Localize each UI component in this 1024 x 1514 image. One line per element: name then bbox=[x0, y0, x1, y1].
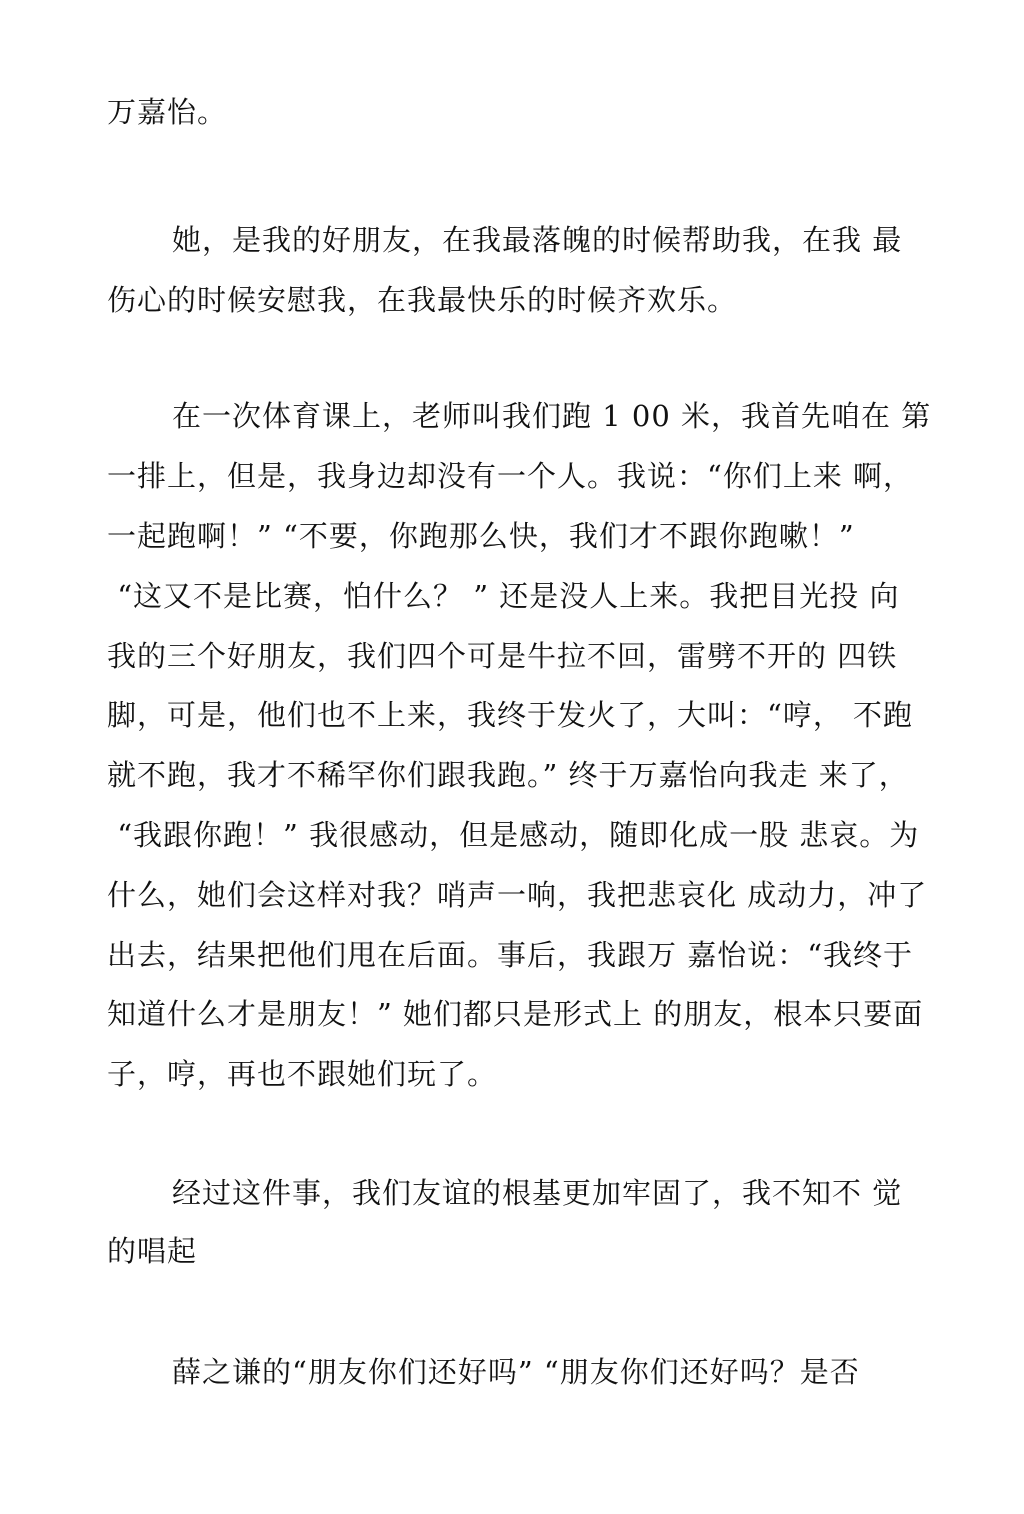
paragraph-3-line-4: “这又不是比赛，怕什么？ ” 还是没人上来。我把目光投 向 bbox=[107, 579, 900, 613]
paragraph-2-line-1: 她，是我的好朋友，在我最落魄的时候帮助我，在我 最 bbox=[172, 223, 903, 257]
paragraph-4-line-1: 经过这件事，我们友谊的根基更加牢固了，我不知不 觉 bbox=[172, 1176, 903, 1210]
paragraph-3-line-11: 知道什么才是朋友！” 她们都只是形式上 的朋友，根本只要面 bbox=[107, 997, 924, 1031]
paragraph-3-line-6: 脚，可是，他们也不上来，我终于发火了，大叫：“哼， 不跑 bbox=[107, 698, 914, 732]
paragraph-3-line-2: 一排上，但是，我身边却没有一个人。我说：“你们上来 啊， bbox=[107, 459, 914, 493]
paragraph-5-line-1: 薛之谦的“朋友你们还好吗” “朋友你们还好吗？是否 bbox=[172, 1355, 860, 1389]
paragraph-3-line-10: 出去，结果把他们甩在后面。事后，我跟万 嘉怡说：“我终于 bbox=[107, 938, 914, 972]
paragraph-3-line-8: “我跟你跑！” 我很感动，但是感动，随即化成一股 悲哀。为 bbox=[107, 818, 920, 852]
paragraph-3-line-9: 什么，她们会这样对我？哨声一响，我把悲哀化 成动力，冲了 bbox=[107, 878, 928, 912]
paragraph-3-line-1: 在一次体育课上，老师叫我们跑 1 00 米，我首先咱在 第 bbox=[172, 399, 932, 433]
paragraph-2-line-2: 伤心的时候安慰我，在我最快乐的时候齐欢乐。 bbox=[107, 283, 738, 317]
paragraph-3-line-5: 我的三个好朋友，我们四个可是牛拉不回，雷劈不开的 四铁 bbox=[107, 639, 898, 673]
paragraph-1-line-1: 万嘉怡。 bbox=[107, 95, 228, 129]
paragraph-3-line-3: 一起跑啊！” “不要，你跑那么快，我们才不跟你跑嗽！” bbox=[107, 519, 855, 553]
paragraph-3-line-12: 子，哼，再也不跟她们玩了。 bbox=[107, 1057, 498, 1091]
paragraph-4-line-2: 的唱起 bbox=[107, 1234, 198, 1268]
paragraph-3-line-7: 就不跑，我才不稀罕你们跟我跑。” 终于万嘉怡向我走 来了， bbox=[107, 758, 909, 792]
